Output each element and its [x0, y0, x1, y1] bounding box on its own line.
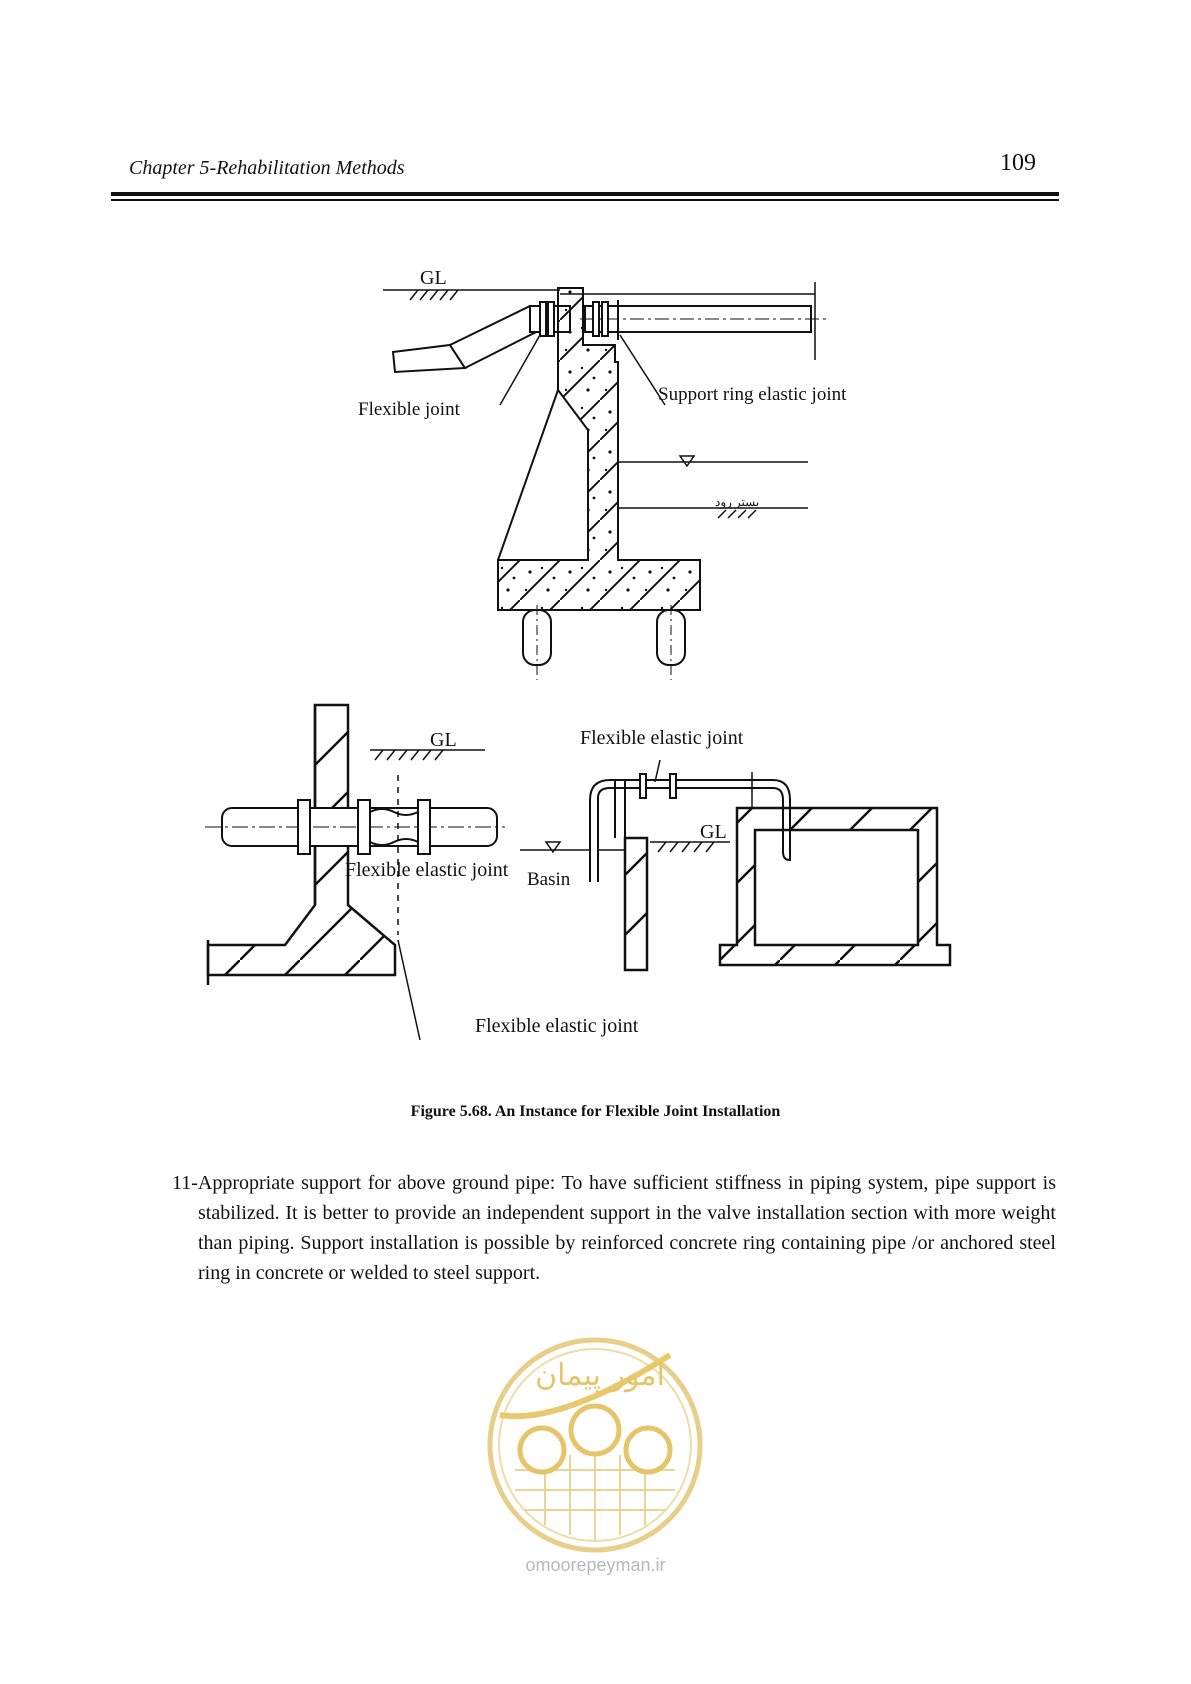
- gl-label-left: GL: [430, 729, 457, 751]
- bottom-left-diagram: [205, 705, 509, 1040]
- flexible-elastic-right-label: Flexible elastic joint: [580, 727, 744, 749]
- top-diagram: [358, 267, 847, 680]
- body-text: [172, 1168, 1056, 1288]
- support-ring-label: Support ring elastic joint: [658, 384, 847, 405]
- figure-caption: Figure 5.68. An Instance for Flexible Joint Installation: [410, 1103, 781, 1120]
- watermark-logo-text: امور پیمان: [535, 1358, 665, 1393]
- flexible-joint-label: Flexible joint: [358, 399, 460, 420]
- basin-label: Basin: [527, 869, 571, 890]
- watermark-logo-icon: [470, 1330, 720, 1560]
- paragraph-11: 11-Appropriate support for above ground pipe: To have sufficient stiffness in piping system, pipe support is stabilized. It is better to provide an independent support in the valve installation section with more weight than piping. Support installation is possible by reinforced concrete ring containing pipe /or anchored steel ring in concrete or welded to steel support.: [172, 1172, 1056, 1284]
- gl-label-top: GL: [420, 267, 447, 289]
- flexible-elastic-mid-label: Flexible elastic joint: [345, 859, 509, 881]
- gl-label-right: GL: [700, 821, 727, 843]
- bottom-right-diagram: [520, 727, 950, 970]
- riverbed-label: بستر رود: [715, 495, 760, 509]
- page-number: 109: [1000, 150, 1036, 176]
- flexible-elastic-bottom-label: Flexible elastic joint: [475, 1015, 639, 1037]
- watermark-site: omoorepeyman.ir: [525, 1555, 666, 1575]
- chapter-title: Chapter 5-Rehabilitation Methods: [129, 157, 405, 179]
- ground-hatch-icon: [410, 290, 458, 300]
